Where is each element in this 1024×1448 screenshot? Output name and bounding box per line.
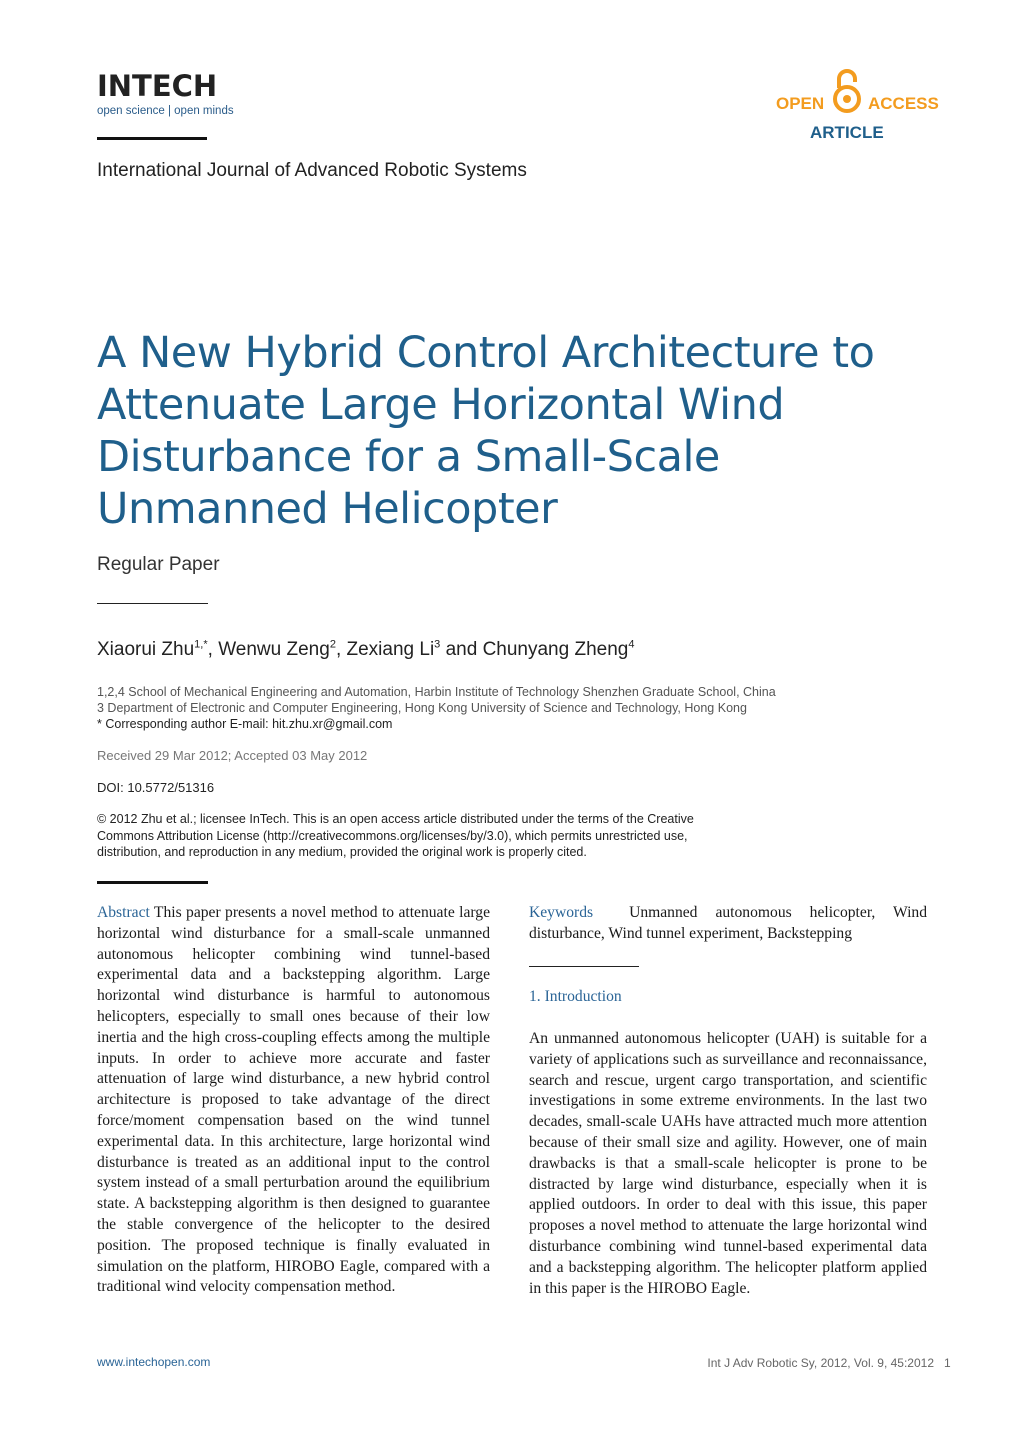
page-number: 1 bbox=[944, 1356, 951, 1370]
license-statement: © 2012 Zhu et al.; licensee InTech. This is an open access article distributed under the terms of the Creative Commons Attribution License (http://creativecommons.org/licenses/by/3.0), which permits unrestricted use, distribution, and reproduction in any medium, provided the original work is properly cited. bbox=[97, 812, 694, 859]
title-divider bbox=[97, 603, 208, 604]
open-access-access-label: ACCESS bbox=[868, 94, 939, 113]
author-name: Zexiang Li bbox=[346, 639, 435, 660]
open-access-badge bbox=[776, 68, 939, 148]
introduction-paragraph: An unmanned autonomous helicopter (UAH) is suitable for a variety of applications such as surveillance and reconnaissance, search and rescue, urgent cargo transportation, and scientific investigations in some extreme environments. In the last two decades, small-scale UAHs have attracted much more attention because of their small size and agility. However, one of main drawbacks is that a small-scale helicopter is prone to be distracted by large wind disturbance, especially when it is applied outdoors. In order to deal with this issue, this paper proposes a novel method to attenuate the large horizontal wind disturbance combining wind tunnel-based experimental data and a backstepping algorithm. The helicopter platform applied in this paper is the HIROBO Eagle. bbox=[529, 1030, 927, 1297]
author-name: Xiaorui Zhu bbox=[97, 639, 195, 660]
abstract-divider bbox=[97, 881, 208, 884]
footer-citation: Int J Adv Robotic Sy, 2012, Vol. 9, 45:2012 bbox=[707, 1356, 934, 1370]
paper-type: Regular Paper bbox=[97, 554, 220, 575]
author-name: Wenwu Zeng bbox=[218, 639, 330, 660]
intech-logo-tagline: open science | open minds bbox=[97, 105, 234, 117]
header-rule bbox=[97, 137, 207, 140]
author-affiliation-mark: 2 bbox=[329, 638, 336, 651]
open-lock-icon bbox=[832, 68, 862, 114]
author-affiliation-mark: 1,* bbox=[194, 638, 208, 651]
journal-name: International Journal of Advanced Robotic Systems bbox=[97, 160, 527, 181]
author-separator: , bbox=[335, 639, 347, 660]
corresponding-author[interactable]: * Corresponding author E-mail: hit.zhu.xr@gmail.com bbox=[97, 717, 393, 731]
doi[interactable]: DOI: 10.5772/51316 bbox=[97, 780, 215, 795]
keywords bbox=[529, 903, 927, 945]
section-heading-introduction: 1. Introduction bbox=[529, 988, 622, 1005]
paper-title: A New Hybrid Control Architecture to Attenuate Large Horizontal Wind Disturbance for a Small-Scale Unmanned Helicopter bbox=[97, 328, 875, 534]
affiliation-line: 3 Department of Electronic and Computer Engineering, Hong Kong University of Science and Technology, Hong Kong bbox=[97, 701, 747, 715]
received-dates: Received 29 Mar 2012; Accepted 03 May 2012 bbox=[97, 748, 368, 763]
open-access-article-label: ARTICLE bbox=[810, 123, 884, 142]
affiliations bbox=[97, 684, 776, 732]
author-separator: , bbox=[207, 639, 219, 660]
affiliation-line: 1,2,4 School of Mechanical Engineering and Automation, Harbin Institute of Technology Shenzhen Graduate School, China bbox=[97, 685, 776, 699]
keywords-label: Keywords bbox=[529, 904, 594, 921]
open-access-open-label: OPEN bbox=[776, 94, 825, 113]
intech-logo: INTECH bbox=[97, 69, 218, 103]
author-separator: and bbox=[440, 639, 483, 660]
author-affiliation-mark: 3 bbox=[434, 638, 441, 651]
author-name: Chunyang Zheng bbox=[482, 639, 629, 660]
keywords-divider bbox=[529, 966, 639, 967]
abstract-label: Abstract bbox=[97, 904, 150, 921]
footer-url-link[interactable]: www.intechopen.com bbox=[97, 1355, 211, 1369]
keywords-text: Unmanned autonomous helicopter, Wind disturbance, Wind tunnel experiment, Backstepping bbox=[529, 904, 927, 942]
author-list bbox=[97, 639, 634, 661]
abstract-text: This paper presents a novel method to attenuate large horizontal wind disturbance for a small-scale unmanned autonomous helicopter combining wind tunnel-based experimental data and a backstepping algorithm. Large horizontal wind disturbance is harmful to autonomous helicopters, especially to small ones because of their low inertia and the high cross-coupling effects among the multiple inputs. In order to achieve more accurate and faster attenuation of large wind disturbance, a new hybrid control architecture is proposed to take advantage of the direct force/moment compensation based on the wind tunnel experimental data. In this architecture, large horizontal wind disturbance is treated as an additional input to the control system instead of a small perturbation around the equilibrium state. A backstepping algorithm is then designed to guarantee the stable convergence of the helicopter to the desired position. The proposed technique is finally evaluated in simulation on the platform, HIROBO Eagle, compared with a traditional wind velocity compensation method. bbox=[97, 904, 490, 1296]
abstract bbox=[97, 903, 490, 1298]
author-affiliation-mark: 4 bbox=[628, 638, 635, 651]
